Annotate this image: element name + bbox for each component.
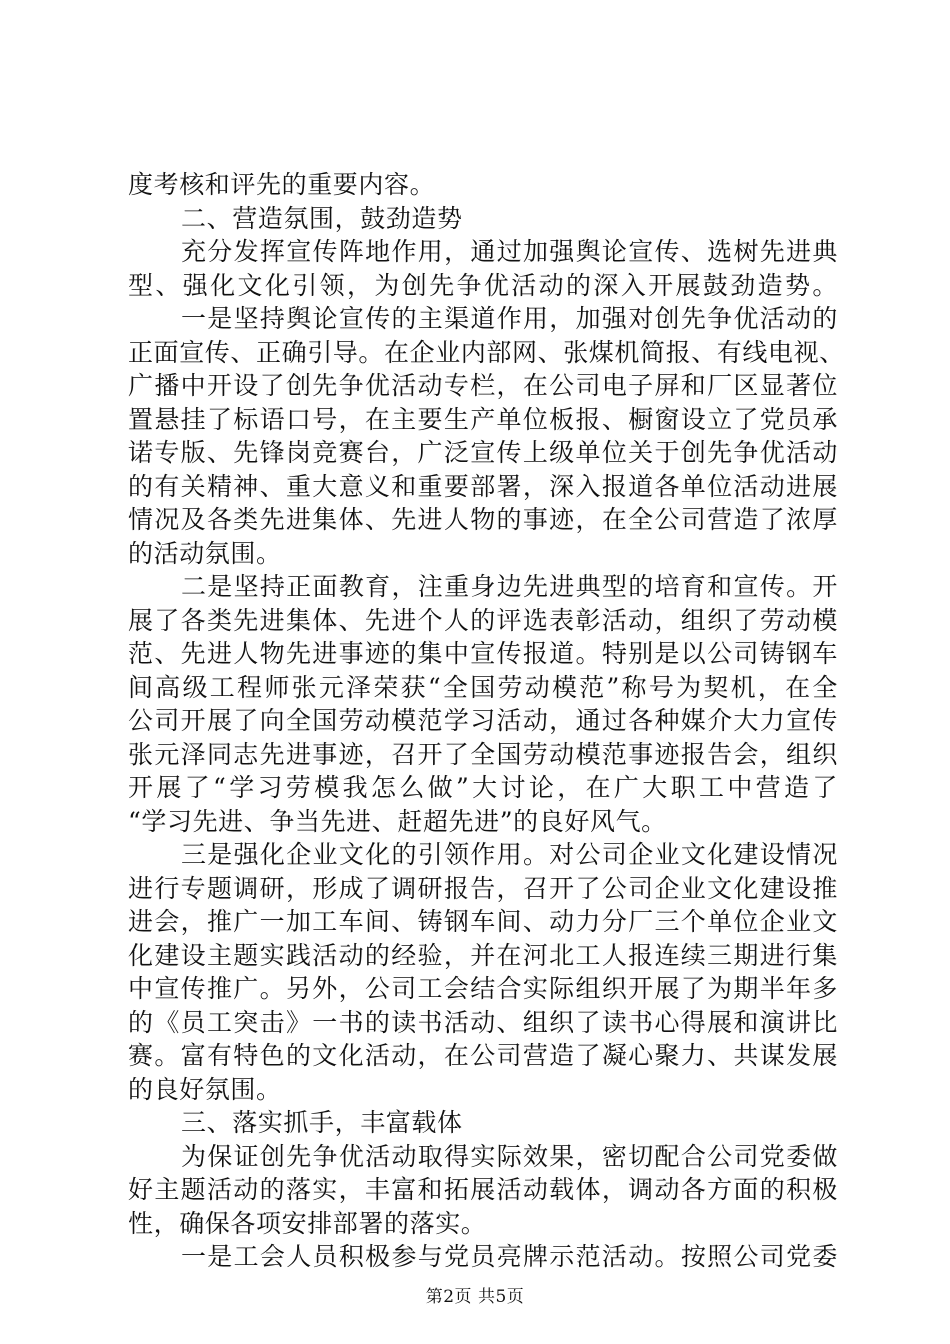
- text-line: 置悬挂了标语口号，在主要生产单位板报、橱窗设立了党员承: [128, 404, 838, 434]
- text-line: 三、落实抓手，丰富载体: [181, 1108, 463, 1137]
- text-line: 的有关精神、重大意义和重要部署，深入报道各单位活动进展: [128, 471, 838, 501]
- text-line: 化建设主题实践活动的经验，并在河北工人报连续三期进行集: [128, 940, 838, 970]
- text-line: 型、强化文化引领，为创先争优活动的深入开展鼓劲造势。: [128, 270, 838, 300]
- text-line: 正面宣传、正确引导。在企业内部网、张煤机简报、有线电视、: [128, 337, 845, 367]
- text-line: 情况及各类先进集体、先进人物的事迹，在全公司营造了浓厚: [128, 505, 838, 534]
- text-line: 充分发挥宣传阵地作用，通过加强舆论宣传、选树先进典: [181, 237, 838, 266]
- text-line: 一是工会人员积极参与党员亮牌示范活动。按照公司党委: [181, 1242, 838, 1271]
- text-line: 诺专版、先锋岗竞赛台，广泛宣传上级单位关于创先争优活动: [128, 438, 838, 467]
- text-line: 性，确保各项安排部署的落实。: [128, 1208, 487, 1238]
- text-line: 三是强化企业文化的引领作用。对公司企业文化建设情况: [181, 840, 838, 869]
- text-line: 一是坚持舆论宣传的主渠道作用，加强对创先争优活动的: [181, 304, 838, 333]
- text-line: 间高级工程师张元泽荣获“全国劳动模范”称号为契机，在全: [128, 672, 838, 702]
- text-line: 中宣传推广。另外，公司工会结合实际组织开展了为期半年多: [128, 974, 838, 1003]
- text-line: 开展了“学习劳模我怎么做”大讨论，在广大职工中营造了: [128, 773, 838, 802]
- text-line: 张元泽同志先进事迹，召开了全国劳动模范事迹报告会，组织: [128, 739, 838, 769]
- text-line: “学习先进、争当先进、赶超先进”的良好风气。: [128, 806, 667, 836]
- text-line: 二、营造氛围，鼓劲造势: [181, 203, 463, 233]
- text-line: 进行专题调研，形成了调研报告，召开了公司企业文化建设推: [128, 873, 838, 903]
- text-line: 为保证创先争优活动取得实际效果，密切配合公司党委做: [181, 1141, 838, 1171]
- text-line: 二是坚持正面教育，注重身边先进典型的培育和宣传。开: [181, 572, 838, 601]
- text-line: 公司开展了向全国劳动模范学习活动，通过各种媒介大力宣传: [128, 706, 838, 735]
- text-line: 进会，推广一加工车间、铸钢车间、动力分厂三个单位企业文: [128, 907, 838, 936]
- text-line: 的活动氛围。: [128, 538, 282, 568]
- page-footer: 第2页 共5页: [425, 1287, 525, 1307]
- text-line: 的良好氛围。: [128, 1074, 282, 1104]
- text-line: 广播中开设了创先争优活动专栏，在公司电子屏和厂区显著位: [128, 371, 838, 400]
- document-body: [128, 168, 845, 1274]
- text-line: 度考核和评先的重要内容。: [128, 170, 436, 199]
- text-line: 范、先进人物先进事迹的集中宣传报道。特别是以公司铸钢车: [128, 639, 838, 668]
- text-line: 的《员工突击》一书的读书活动、组织了读书心得展和演讲比: [128, 1007, 838, 1037]
- text-line: 展了各类先进集体、先进个人的评选表彰活动，组织了劳动模: [128, 605, 838, 635]
- text-line: 赛。富有特色的文化活动，在公司营造了凝心聚力、共谋发展: [128, 1041, 838, 1070]
- text-line: 好主题活动的落实，丰富和拓展活动载体，调动各方面的积极: [128, 1175, 838, 1204]
